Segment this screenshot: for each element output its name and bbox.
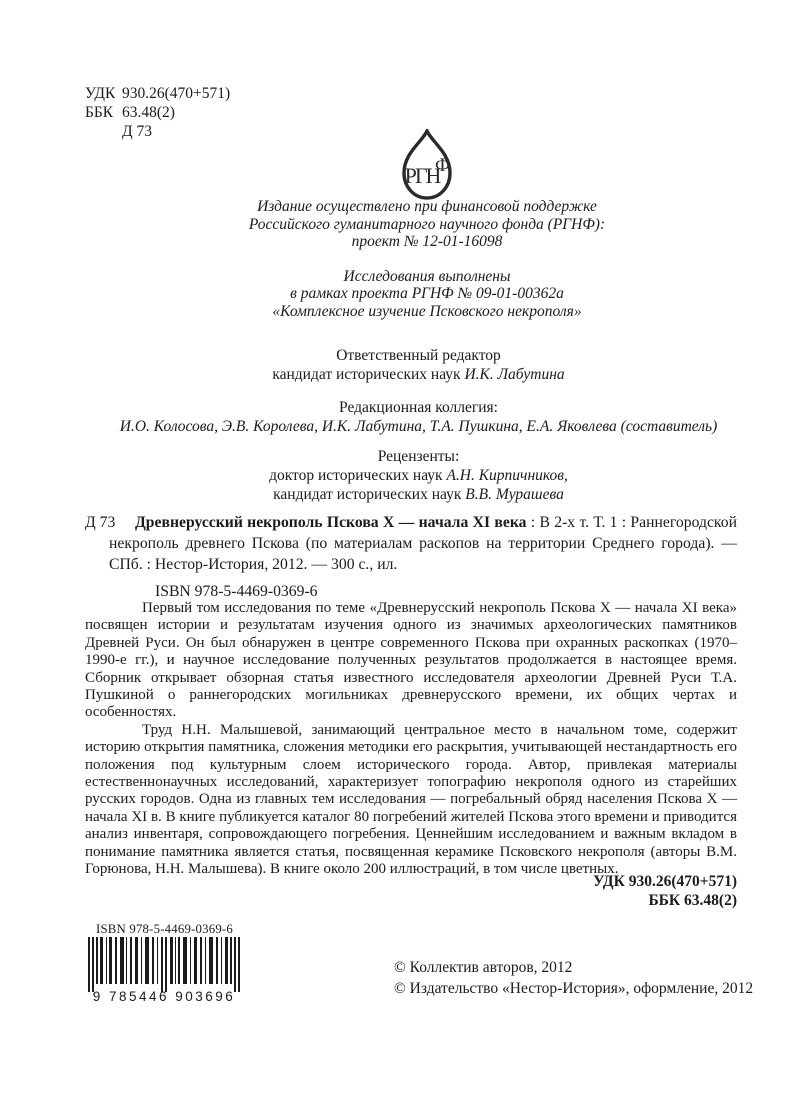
catalog-imprint: : В 2-х т. Т. 1 : Раннегородской некрополь древнего Пскова (по материалам раскопов на территории Среднего города). — СПб. : Нестор-История, 2012. — 300 с., ил. <box>109 514 737 573</box>
editorial-board-block <box>100 399 737 437</box>
udk-label: УДК <box>85 85 116 102</box>
ean13-barcode <box>82 937 247 1007</box>
annotation-paragraph-1: Первый том исследования по теме «Древнерусский некрополь Пскова X — начала XI века» посвящен истории и результатам изучения одного из значимых археологических памятников Древней Руси. Он был обнаружен в центре современного Пскова при охранных раскопках (1970–1990-е гг.), и научное исследование полученных результатов продолжается в настоящее время. Сборник открывает обзорная статья известного исследователя археологии Древней Руси Т.А. Пушкиной о раннегородских могильниках древнерусского времени, их общих чертах и особенностях. <box>85 600 737 721</box>
logo-monogram-right: Ф <box>435 155 451 176</box>
bbk-value: 63.48(2) <box>122 104 175 121</box>
annotation-paragraph-2: Труд Н.Н. Малышевой, занимающий центральное место в начальном томе, содержит историю открытия памятника, сложения методики его раскрытия, учитывающей нестандартность его положения под культурным слоем исторического города. Автор, привлекая материалы естественнонаучных исследований, характеризует топографию некрополя одного из старейших русских городов. Одна из главных тем исследования — погребальный обряд населения Пскова X — начала XI в. В книге публикуется каталог 80 погребений жителей Пскова этого времени и приводится анализ инвентаря, сопровождающего погребения. Ценнейшим исследованием и важным вкладом в понимание памятника является статья, посвященная керамике Псковского некрополя (авторы В.М. Горюнова, Н.Н. Малышева). В книге около 200 иллюстраций, в том числе цветных. <box>85 721 737 878</box>
udk-value: 930.26(470+571) <box>122 85 231 102</box>
funding-line: Российского гуманитарного научного фонда (РГНФ): <box>248 215 606 233</box>
reviewer-line: кандидат исторических наук В.В. Мурашева <box>273 485 564 503</box>
catalog-entry <box>85 512 737 602</box>
board-heading: Редакционная коллегия: <box>339 399 498 416</box>
barcode-digits: 9 785446 903696 <box>92 989 236 1004</box>
bottom-codes-block <box>593 872 737 910</box>
copyright-publisher: © Издательство «Нестор-История», оформление, 2012 <box>394 979 754 997</box>
catalog-title: Древнерусский некрополь Пскова X — начала XI века <box>135 514 527 531</box>
funding-support-block <box>117 198 737 251</box>
udk-code <box>85 84 230 103</box>
editor-name: И.К. Лабутина <box>464 365 565 383</box>
bbk-code <box>85 103 230 122</box>
catalog-description <box>109 512 737 575</box>
funding-line: «Комплексное изучение Псковского некрополя» <box>272 302 582 320</box>
catalog-isbn: ISBN 978-5-4469-0369-6 <box>155 583 318 600</box>
annotation-block <box>85 600 737 879</box>
board-names: И.О. Колосова, Э.В. Королева, И.К. Лабутина, Т.А. Пушкина, Е.А. Яковлева (составитель) <box>119 417 718 435</box>
editor-block <box>100 347 737 385</box>
funding-notice <box>117 198 737 321</box>
reviewer-name: В.В. Мурашева <box>465 485 564 503</box>
logo-monogram-left: РГН <box>404 163 440 188</box>
barcode-isbn-text: ISBN 978-5-4469-0369-6 <box>96 922 233 936</box>
bbk-label: ББК <box>85 104 114 121</box>
funding-line: Исследования выполнены <box>343 267 511 285</box>
rgnf-logo-icon <box>395 129 459 201</box>
funding-line: проект № 12-01-16098 <box>351 233 503 251</box>
reviewers-block <box>100 448 737 504</box>
editor-line: кандидат исторических наук И.К. Лабутина <box>272 365 565 383</box>
copyright-authors: © Коллектив авторов, 2012 <box>394 959 573 976</box>
reviewer-line: доктор исторических наук А.Н. Кирпичников, <box>269 466 568 484</box>
bottom-udk: УДК 930.26(470+571) <box>593 873 737 890</box>
copyright-block <box>394 958 753 999</box>
isbn-barcode-block <box>82 922 247 1012</box>
reviewer-name: А.Н. Кирпичников, <box>446 466 568 484</box>
reviewers-heading: Рецензенты: <box>377 448 460 465</box>
bottom-bbk: ББК 63.48(2) <box>648 892 737 909</box>
author-sign-code <box>85 122 230 141</box>
editor-heading: Ответственный редактор <box>336 347 501 364</box>
top-codes-block <box>85 84 230 141</box>
funding-line: Издание осуществлено при финансовой поддержке <box>257 198 597 215</box>
author-sign-value: Д 73 <box>122 123 152 140</box>
catalog-code: Д 73 <box>85 514 116 531</box>
funding-project-block <box>117 268 737 321</box>
funding-line: в рамках проекта РГНФ № 09-01-00362а <box>290 285 564 303</box>
